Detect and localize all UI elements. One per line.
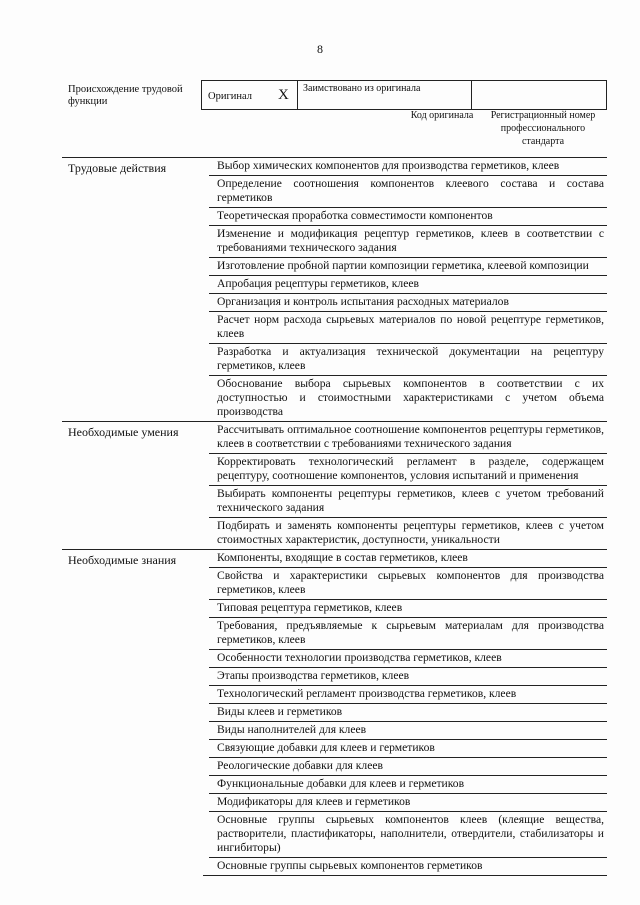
list-item: Расчет норм расхода сырьевых материалов по новой рецептуре герметиков, клеев [209,312,607,344]
section-title: Необходимые знания [62,550,209,568]
section-title-spacer [62,294,209,312]
section-title: Необходимые умения [62,422,209,454]
table-row [62,812,607,858]
list-item: Требования, предъявляемые к сырьевым материалам для производства герметиков, клеев [209,618,607,650]
original-label: Оригинал [208,91,252,102]
origin-original-cell [202,81,298,109]
section-title: Трудовые действия [62,158,209,176]
original-mark: X [278,87,289,103]
list-item: Обоснование выбора сырьевых компонентов в соответствии с их доступностью и стоимостными характеристиками с учетом объема производства [209,376,607,422]
section-title-spacer [62,276,209,294]
section-title-spacer [62,486,209,518]
list-item: Выбирать компоненты рецептуры герметиков, клеев с учетом требований технического задания [209,486,607,518]
table-bottom-rule [203,875,607,876]
table-row [62,312,607,344]
list-item: Теоретическая проработка совместимости компонентов [209,208,607,226]
list-item: Изготовление пробной партии композиции герметика, клеевой композиции [209,258,607,276]
list-item: Основные группы сырьевых компонентов герметиков [209,858,607,876]
table-row [62,668,607,686]
origin-box [201,80,607,110]
list-item: Технологический регламент производства герметиков, клеев [209,686,607,704]
list-item: Типовая рецептура герметиков, клеев [209,600,607,618]
table-row [62,422,607,454]
function-table [62,157,607,875]
list-item: Компоненты, входящие в состав герметиков, клеев [209,550,607,568]
list-item: Свойства и характеристики сырьевых компонентов для производства герметиков, клеев [209,568,607,600]
table-row [62,294,607,312]
origin-code-cell [472,81,606,109]
section-title-spacer [62,722,209,740]
table-row [62,454,607,486]
list-item: Рассчитывать оптимальное соотношение компонентов рецептуры герметиков, клеев в соответствии с требованиями технического задания [209,422,607,454]
table-row [62,258,607,276]
table-row [62,344,607,376]
table-row [62,600,607,618]
section-title-spacer [62,686,209,704]
table-row [62,208,607,226]
table-row [62,794,607,812]
table-row [62,486,607,518]
table-row [62,722,607,740]
table-row [62,776,607,794]
list-item: Корректировать технологический регламент в разделе, содержащем рецептуру, соотношение компонентов, условия испытаний и применения [209,454,607,486]
table-row [62,158,607,176]
table-row [62,226,607,258]
origin-borrowed-cell [298,81,472,109]
table-row [62,376,607,422]
list-item: Подбирать и заменять компоненты рецептуры герметиков, клеев с учетом стоимостных характеристик, доступности, уникальности [209,518,607,550]
page-number: 8 [317,42,323,56]
section-title-spacer [62,668,209,686]
section-title-spacer [62,226,209,258]
table-row [62,550,607,568]
list-item: Выбор химических компонентов для производства герметиков, клеев [209,158,607,176]
list-item: Разработка и актуализация технической документации на рецептуру герметиков, клеев [209,344,607,376]
list-item: Виды наполнителей для клеев [209,722,607,740]
section-title-spacer [62,176,209,208]
section-title-spacer [62,312,209,344]
table-row [62,650,607,668]
section-title-spacer [62,568,209,600]
table-row [62,704,607,722]
origin-label: Происхождение трудовой функции [68,84,183,107]
list-item: Реологические добавки для клеев [209,758,607,776]
section-title-spacer [62,812,209,858]
section-title-spacer [62,650,209,668]
section-title-spacer [62,740,209,758]
list-item: Изменение и модификация рецептур герметиков, клеев в соответствии с требованиями технического задания [209,226,607,258]
reg-number-label: Регистрационный номер профессионального стандарта [490,110,596,147]
section-title-spacer [62,376,209,422]
list-item: Особенности технологии производства герметиков, клеев [209,650,607,668]
section-title-spacer [62,454,209,486]
section-title-spacer [62,776,209,794]
list-item: Апробация рецептуры герметиков, клеев [209,276,607,294]
list-item: Виды клеев и герметиков [209,704,607,722]
table-row [62,568,607,600]
table-row [62,518,607,550]
table-row [62,858,607,876]
table-row [62,686,607,704]
section-title-spacer [62,618,209,650]
section-title-spacer [62,794,209,812]
section-title-spacer [62,208,209,226]
code-label: Код оригинала [410,110,474,121]
table-row [62,740,607,758]
list-item: Организация и контроль испытания расходных материалов [209,294,607,312]
section-title-spacer [62,704,209,722]
borrowed-label: Заимствовано из оригинала [303,83,421,94]
section-title-spacer [62,518,209,550]
table-row [62,276,607,294]
list-item: Связующие добавки для клеев и герметиков [209,740,607,758]
section-title-spacer [62,258,209,276]
table-row [62,176,607,208]
list-item: Модификаторы для клеев и герметиков [209,794,607,812]
table-row [62,758,607,776]
table-row [62,618,607,650]
list-item: Основные группы сырьевых компонентов клеев (клеящие вещества, растворители, пластификаторы, наполнители, отвердители, стабилизаторы и ингибиторы) [209,812,607,858]
section-title-spacer [62,600,209,618]
section-title-spacer [62,858,209,876]
list-item: Этапы производства герметиков, клеев [209,668,607,686]
list-item: Функциональные добавки для клеев и герметиков [209,776,607,794]
list-item: Определение соотношения компонентов клеевого состава и состава герметиков [209,176,607,208]
section-title-spacer [62,758,209,776]
section-title-spacer [62,344,209,376]
